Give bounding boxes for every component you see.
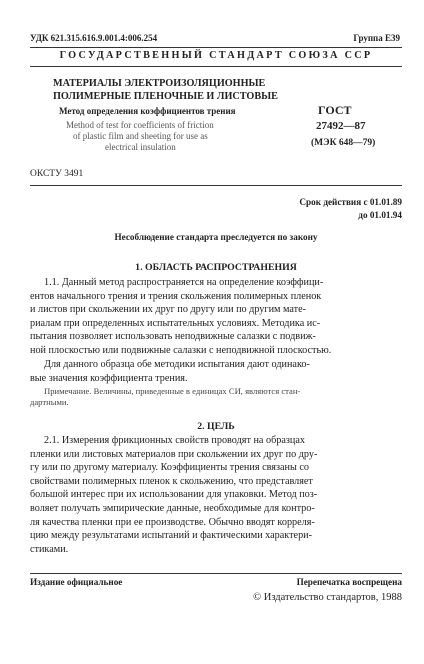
text-line: свойствами полимерных пленок к скольжению, что представляет [30, 475, 313, 487]
footer-rule [30, 573, 402, 574]
text-line: Примечание. Величины, приведенные в единицах СИ, являются стан- [44, 386, 301, 396]
section-1-paragraph-1 [30, 276, 396, 358]
text-line: 2.1. Измерения фрикционных свойств проводят на образцах [44, 435, 305, 446]
notice: Несоблюдение стандарта преследуется по закону [114, 232, 318, 242]
section-1-heading: 1. ОБЛАСТЬ РАСПРОСТРАНЕНИЯ [135, 262, 297, 273]
footer-official-edition: Издание официальное [30, 577, 123, 587]
text-line: пытания позволяет использовать неподвижные салазки с подвиж- [30, 331, 316, 343]
title-line-2: ПОЛИМЕРНЫЕ ПЛЕНОЧНЫЕ И ЛИСТОВЫЕ [53, 91, 278, 102]
text-line: ентов начального трения и трения скольжения полимерных пленок [30, 290, 322, 302]
header-rule-bottom [30, 66, 402, 67]
iec-reference: (МЭК 648—79) [311, 138, 376, 148]
section-2-heading: 2. ЦЕЛЬ [197, 421, 235, 432]
title-en-line-2: of plastic film and sheeting for use as [73, 131, 208, 141]
text-line: большой интерес при их использовании для упаковки. Метод поз- [30, 489, 318, 501]
title-line-1: МАТЕРИАЛЫ ЭЛЕКТРОИЗОЛЯЦИОННЫЕ [53, 78, 266, 89]
section-2-paragraph-1 [30, 434, 396, 556]
group-code: Группа Е39 [353, 33, 400, 43]
title-rule [30, 185, 402, 186]
gost-label: ГОСТ [318, 103, 352, 117]
udk-code: УДК 621.315.616.9.001.4:006.254 [30, 33, 158, 43]
okstu-code: ОКСТУ 3491 [30, 169, 84, 179]
footer-reprint-notice: Перепечатка воспрещена [296, 577, 402, 587]
title-en-line-1: Method of test for coefficients of friction [66, 120, 214, 130]
text-line: стиками. [30, 543, 69, 555]
text-line: воляет получать эмпирические данные, необходимые для контро- [30, 502, 315, 514]
section-1-note [30, 386, 396, 408]
header-rule-top [30, 47, 402, 48]
validity-to: до 01.01.94 [358, 210, 402, 220]
text-line: Для данного образца обе методики испытания дают одинако- [44, 359, 310, 370]
text-line: ной плоскостью или подвижные салазки с неподвижной плоскостью. [30, 344, 332, 356]
footer-copyright: © Издательство стандартов, 1988 [253, 592, 402, 603]
standard-banner: ГОСУДАРСТВЕННЫЙ СТАНДАРТ СОЮЗА ССР [59, 50, 373, 61]
section-1-paragraph-2 [30, 358, 396, 385]
text-line: ля качества пленки при ее производстве. Обычно вводят корреля- [30, 516, 315, 528]
text-line: цию между результатами испытаний и фактическими характери- [30, 530, 313, 542]
text-line: и листов при скольжении их друг по другу или по другим мате- [30, 304, 307, 316]
title-en-line-3: electrical insulation [105, 142, 176, 152]
text-line: вые значения коэффициента трения. [30, 372, 188, 384]
validity-from: Срок действия с 01.01.89 [299, 197, 402, 207]
gost-number: 27492—87 [316, 120, 366, 132]
title-subtitle: Метод определения коэффициентов трения [59, 106, 236, 116]
text-line: 1.1. Данный метод распространяется на определение коэффици- [44, 277, 324, 288]
text-line: пленки или листовых материалов при скольжении их друг по дру- [30, 448, 318, 460]
text-line: гу или по другому материалу. Коэффициенты трения связаны со [30, 462, 309, 474]
text-line: риалам при определенных испытательных условиях. Методика ис- [30, 317, 321, 329]
text-line: дартными. [30, 397, 69, 407]
